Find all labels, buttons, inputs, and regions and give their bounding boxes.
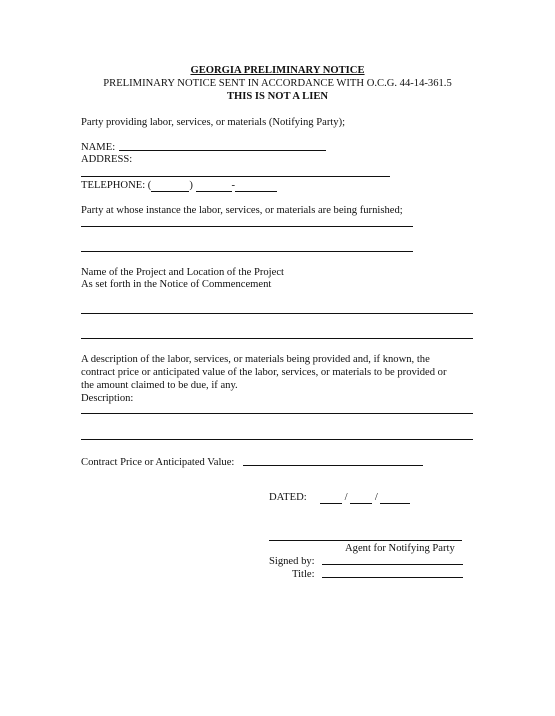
instance-party-intro: Party at whose instance the labor, services, or materials are being furnished; <box>81 205 403 216</box>
contract-price-label: Contract Price or Anticipated Value: <box>81 457 235 468</box>
signed-by-label: Signed by: <box>269 556 315 567</box>
telephone-label: TELEPHONE: ( <box>81 180 152 191</box>
dated-day-field[interactable] <box>350 492 372 504</box>
description-instructions-line-2: contract price or anticipated value of the labor, services, or materials to be provided or <box>81 367 447 378</box>
project-name-label: Name of the Project and Location of the Project <box>81 267 284 278</box>
address-field[interactable] <box>81 176 390 177</box>
dated-separator-2: / <box>374 492 378 503</box>
title-label: Title: <box>292 569 315 580</box>
agent-signature-field[interactable] <box>269 540 462 541</box>
description-field-1[interactable] <box>81 413 473 414</box>
signed-by-field[interactable] <box>322 564 463 565</box>
project-field-2[interactable] <box>81 338 473 339</box>
description-label: Description: <box>81 393 134 404</box>
dated-row <box>269 491 410 504</box>
telephone-area-code-field[interactable] <box>151 180 189 192</box>
agent-label: Agent for Notifying Party <box>345 543 455 554</box>
name-label: NAME: <box>81 142 116 153</box>
form-subtitle: PRELIMINARY NOTICE SENT IN ACCORDANCE WITH O.C.G. 44-14-361.5 <box>103 78 452 89</box>
dated-separator-1: / <box>344 492 348 503</box>
project-field-1[interactable] <box>81 313 473 314</box>
telephone-row <box>81 179 277 192</box>
description-field-2[interactable] <box>81 439 473 440</box>
instance-party-field-2[interactable] <box>81 251 413 252</box>
telephone-prefix-field[interactable] <box>196 180 232 192</box>
instance-party-field-1[interactable] <box>81 226 413 227</box>
form-title: GEORGIA PRELIMINARY NOTICE <box>190 65 365 76</box>
address-label: ADDRESS: <box>81 154 133 165</box>
description-instructions-line-1: A description of the labor, services, or materials being provided and, if known, the <box>81 354 430 365</box>
title-field[interactable] <box>322 577 463 578</box>
dated-year-field[interactable] <box>380 492 410 504</box>
contract-price-field[interactable] <box>243 465 423 466</box>
telephone-paren-close: ) <box>189 180 193 191</box>
not-a-lien-notice: THIS IS NOT A LIEN <box>226 91 329 102</box>
name-field[interactable] <box>119 150 326 151</box>
notifying-party-intro: Party providing labor, services, or materials (Notifying Party); <box>81 117 346 128</box>
telephone-dash: - <box>231 180 236 191</box>
dated-month-field[interactable] <box>320 492 342 504</box>
dated-label: DATED: <box>269 492 307 503</box>
project-commencement-label: As set forth in the Notice of Commencement <box>81 279 272 290</box>
description-instructions-line-3: the amount claimed to be due, if any. <box>81 380 238 391</box>
telephone-line-field[interactable] <box>235 180 277 192</box>
